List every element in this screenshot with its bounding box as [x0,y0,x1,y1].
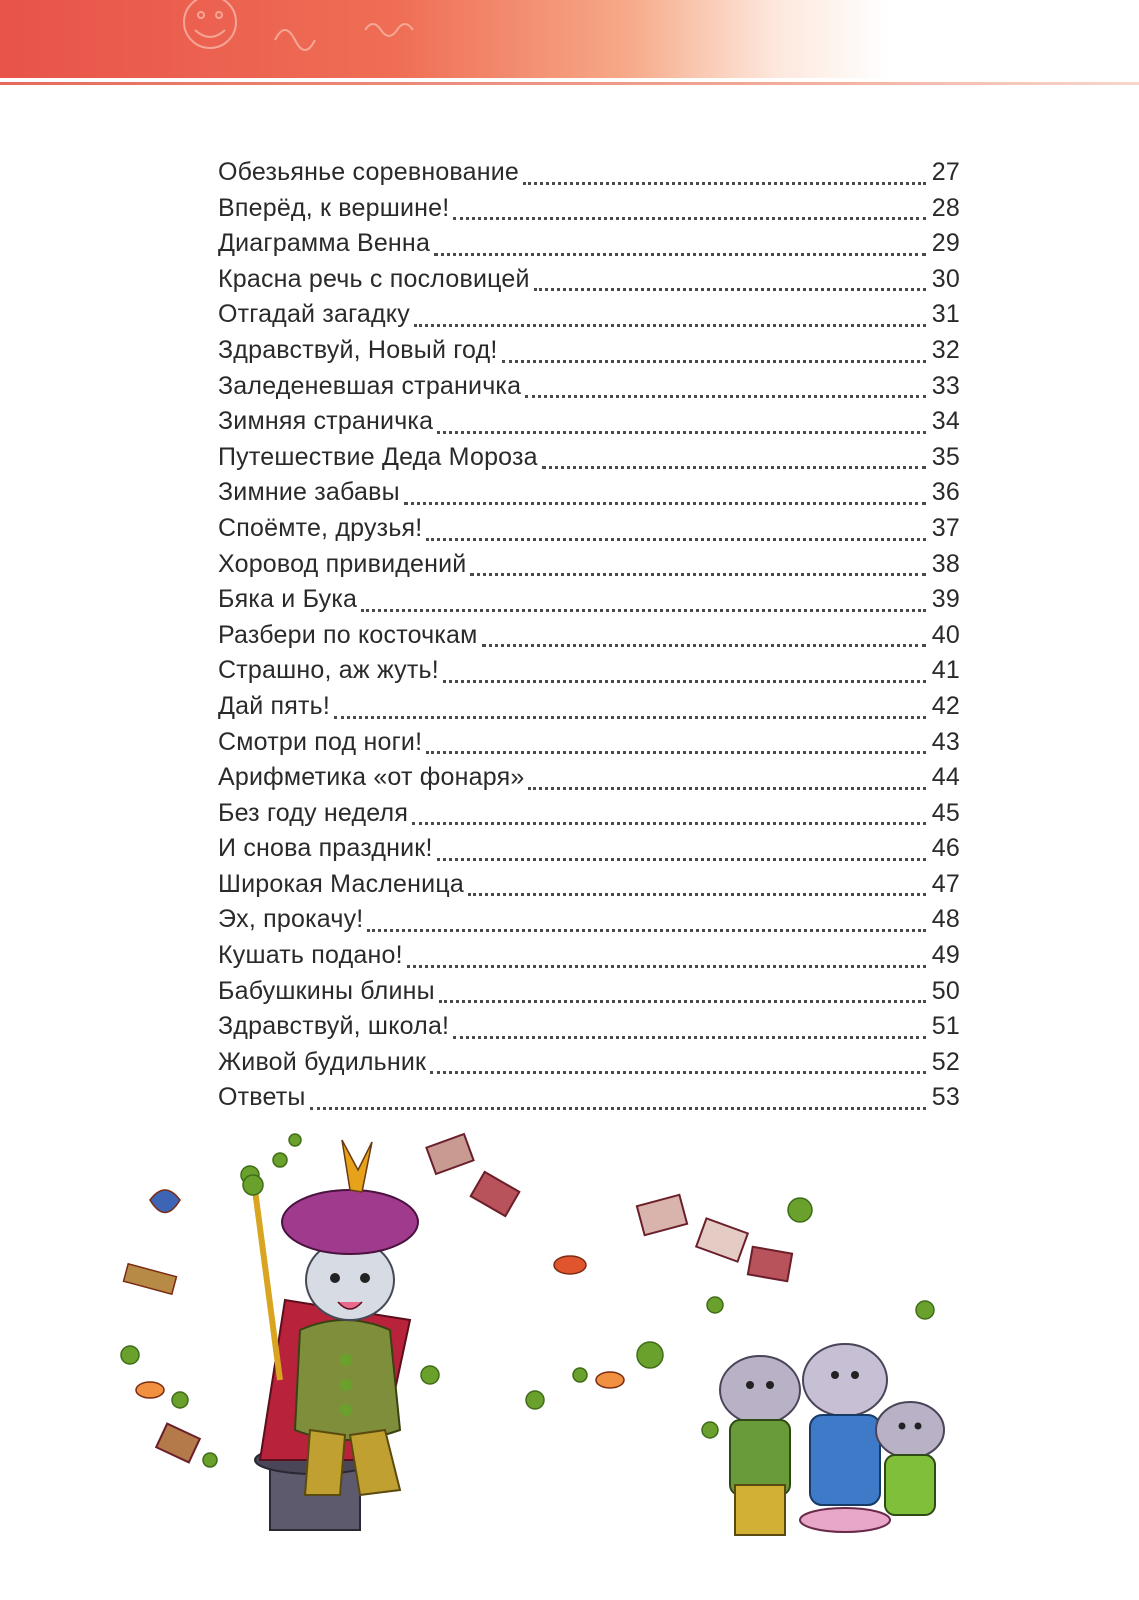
toc-entry [218,550,960,586]
toc-entry-page: 37 [931,513,960,542]
toc-dot-leader [468,887,926,896]
toc-entry-page: 32 [931,335,960,364]
toc-entry-title: Эх, прокачу! [218,905,364,934]
toc-entry [218,336,960,372]
toc-entry-title: Вперёд, к вершине! [218,193,450,222]
toc-dot-leader [453,211,926,220]
toc-entry [218,443,960,479]
toc-dot-leader [434,247,926,256]
toc-entry-page: 31 [931,300,960,329]
toc-entry [218,478,960,514]
toc-entry-title: Живой будильник [218,1047,427,1076]
toc-dot-leader [482,638,926,647]
toc-dot-leader [426,745,926,754]
toc-entry [218,870,960,906]
toc-entry [218,194,960,230]
toc-entry-page: 50 [931,976,960,1005]
toc-entry-title: Здравствуй, школа! [218,1012,450,1041]
toc-entry [218,265,960,301]
banner-doodle-icon [165,0,465,70]
toc-dot-leader [525,389,926,398]
toc-entry-title: Страшно, аж жуть! [218,656,439,685]
toc-entry [218,621,960,657]
toc-dot-leader [407,959,926,968]
toc-entry-title: Хоровод привидений [218,549,467,578]
toc-entry-title: Зимние забавы [218,478,400,507]
toc-entry [218,763,960,799]
toc-entry-title: Дай пять! [218,691,331,720]
toc-dot-leader [334,710,926,719]
toc-dot-leader [439,994,926,1003]
toc-entry-page: 34 [931,407,960,436]
toc-dot-leader [310,1101,926,1110]
toc-entry-title: Разбери по косточкам [218,620,478,649]
toc-entry-title: Путешествие Деда Мороза [218,442,538,471]
toc-entry-page: 47 [931,869,960,898]
toc-entry-title: Смотри под ноги! [218,727,423,756]
toc-entry-title: Ответы [218,1083,306,1112]
toc-dot-leader [502,354,926,363]
toc-entry-page: 44 [931,763,960,792]
toc-dot-leader [404,496,926,505]
toc-dot-leader [523,176,926,185]
toc-dot-leader [412,816,926,825]
toc-dot-leader [437,425,926,434]
toc-entry [218,585,960,621]
toc-entry-title: Заледеневшая страничка [218,371,522,400]
toc-entry-title: Здравствуй, Новый год! [218,335,498,364]
toc-dot-leader [443,674,926,683]
toc-entry-title: Зимняя страничка [218,407,434,436]
toc-entry-page: 38 [931,549,960,578]
toc-entry-page: 35 [931,442,960,471]
toc-entry-page: 27 [931,158,960,186]
toc-entry-page: 40 [931,620,960,649]
toc-entry [218,905,960,941]
toc-entry-page: 52 [931,1047,960,1076]
toc-entry-page: 45 [931,798,960,827]
toc-entry-page: 49 [931,941,960,970]
toc-entry-page: 51 [931,1012,960,1041]
toc-entry-page: 30 [931,264,960,293]
toc-entry-page: 48 [931,905,960,934]
toc-entry [218,158,960,194]
toc-entry [218,656,960,692]
toc-entry-page: 46 [931,834,960,863]
toc-entry-title: Обезьянье соревнование [218,158,520,186]
toc-dot-leader [528,781,926,790]
toc-entry [218,300,960,336]
toc-entry-page: 43 [931,727,960,756]
toc-entry-page: 28 [931,193,960,222]
toc-dot-leader [367,923,926,932]
toc-entry-page: 42 [931,691,960,720]
toc-entry-title: И снова праздник! [218,834,433,863]
toc-entry [218,834,960,870]
toc-entry-page: 36 [931,478,960,507]
toc-dot-leader [361,603,926,612]
toc-entry [218,514,960,550]
toc-entry-page: 39 [931,585,960,614]
toc-entry-page: 33 [931,371,960,400]
toc-entry-title: Без году неделя [218,798,409,827]
toc-dot-leader [542,460,926,469]
toc-entry-title: Споёмте, друзья! [218,513,423,542]
toc-dot-leader [426,532,926,541]
toc-dot-leader [437,852,926,861]
toc-entry [218,977,960,1013]
toc-dot-leader [470,567,926,576]
toc-entry-page: 29 [931,229,960,258]
toc-entry-title: Арифметика «от фонаря» [218,763,525,792]
toc-entry-page: 53 [931,1083,960,1112]
toc-entry-title: Красна речь с пословицей [218,264,530,293]
table-of-contents [218,158,960,1119]
toc-entry [218,372,960,408]
toc-entry [218,407,960,443]
toc-entry [218,728,960,764]
toc-dot-leader [453,1030,926,1039]
toc-entry [218,692,960,728]
toc-entry-title: Широкая Масленица [218,869,464,898]
toc-entry [218,799,960,835]
toc-entry [218,1083,960,1119]
toc-dot-leader [430,1065,926,1074]
top-rule [0,82,1139,85]
toc-entry-title: Кушать подано! [218,941,403,970]
toc-dot-leader [534,282,926,291]
toc-entry-title: Диаграмма Венна [218,229,431,258]
toc-entry-page: 41 [931,656,960,685]
toc-dot-leader [414,318,926,327]
toc-entry [218,229,960,265]
toc-entry [218,941,960,977]
toc-entry-title: Бабушкины блины [218,976,435,1005]
toc-entry-title: Отгадай загадку [218,300,410,329]
toc-entry-title: Бяка и Бука [218,585,358,614]
magician-and-mice-illustration [110,1130,970,1550]
toc-entry [218,1048,960,1084]
toc-entry [218,1012,960,1048]
